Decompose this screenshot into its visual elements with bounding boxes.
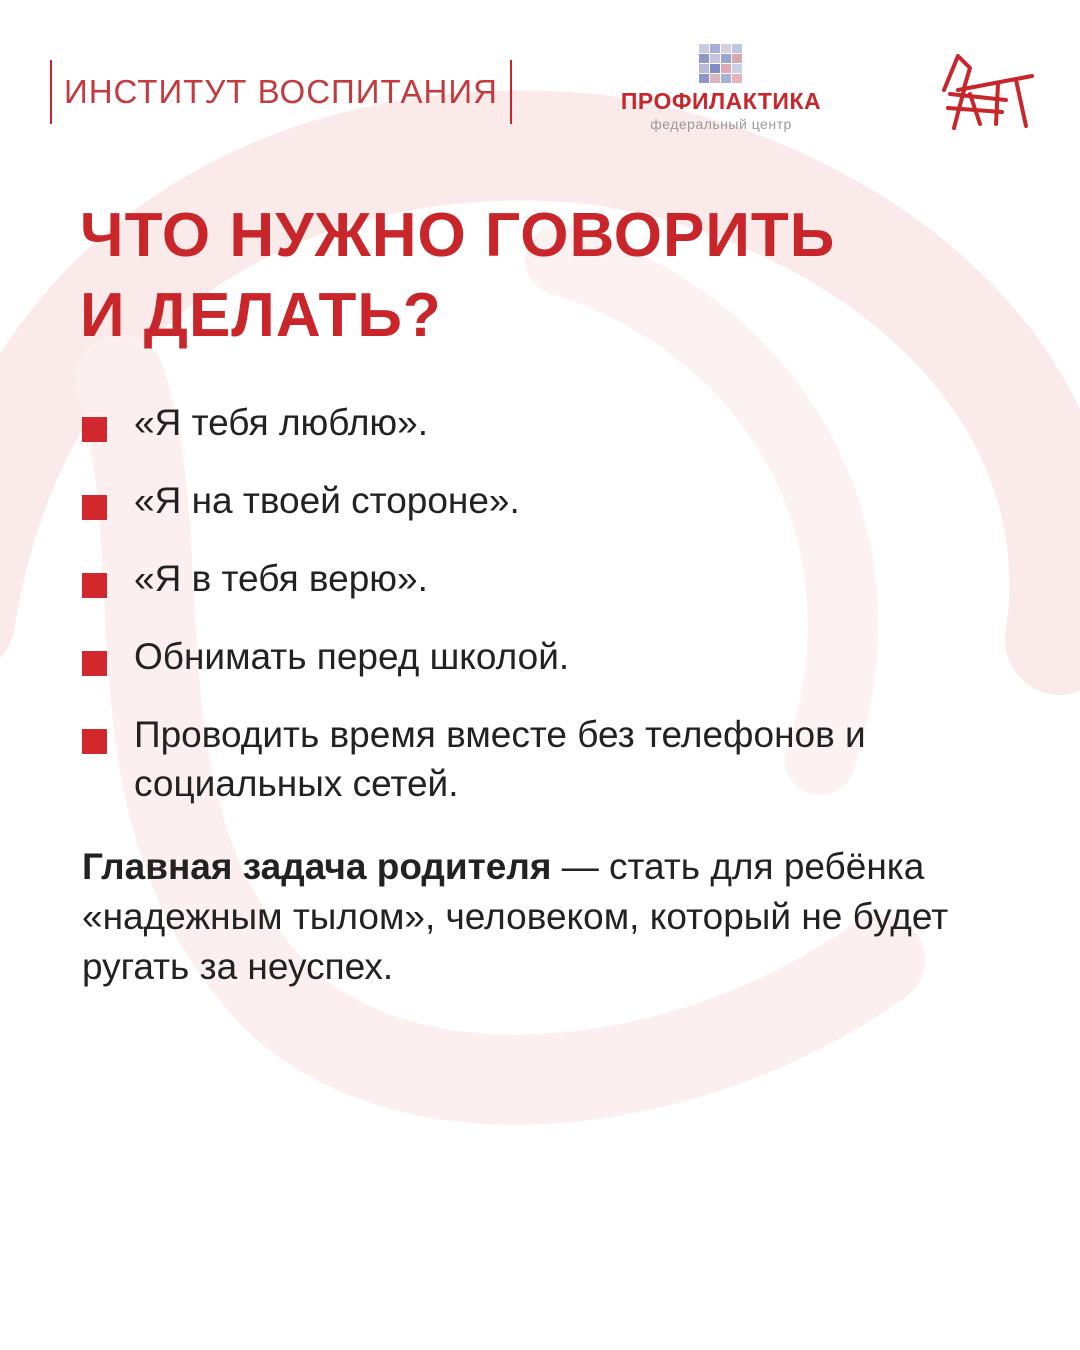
institute-name: ИНСТИТУТ ВОСПИТАНИЯ <box>64 73 498 110</box>
list-item-text: Обнимать перед школой. <box>134 636 570 677</box>
list-item-text: «Я тебя люблю». <box>134 402 429 443</box>
list-item <box>82 398 1022 447</box>
profilaktika-subtitle: федеральный центр <box>650 116 792 132</box>
summary-text <box>82 842 982 992</box>
list-item-text: «Я в тебя верю». <box>134 558 428 599</box>
red-square-icon <box>82 729 107 754</box>
list-item <box>82 554 1022 603</box>
summary-rest: — стать для ребёнка «надежным тылом», человеком, который не будет ругать за неуспех. <box>82 846 949 987</box>
summary-bold: Главная задача родителя <box>82 846 552 887</box>
list-item-text: «Я на твоей стороне». <box>134 480 520 521</box>
red-square-icon <box>82 495 107 520</box>
page-title <box>80 196 1020 356</box>
header <box>0 0 1080 170</box>
red-square-icon <box>82 573 107 598</box>
profilaktika-name: ПРОФИЛАКТИКА <box>620 88 822 114</box>
advice-list <box>82 398 1022 837</box>
list-item <box>82 476 1022 525</box>
profilaktika-logo <box>606 44 836 144</box>
institute-logo <box>50 60 512 124</box>
title-line-1: ЧТО НУЖНО ГОВОРИТЬ <box>80 201 836 270</box>
title-line-2: И ДЕЛАТЬ? <box>80 281 442 350</box>
red-square-icon <box>82 417 107 442</box>
red-square-icon <box>82 651 107 676</box>
list-item-text: Проводить время вместе без телефонов и социальных сетей. <box>134 714 866 804</box>
horse-chair-icon <box>936 50 1040 132</box>
mosaic-grid-icon <box>699 44 743 84</box>
list-item <box>82 632 1022 681</box>
list-item <box>82 710 1022 808</box>
